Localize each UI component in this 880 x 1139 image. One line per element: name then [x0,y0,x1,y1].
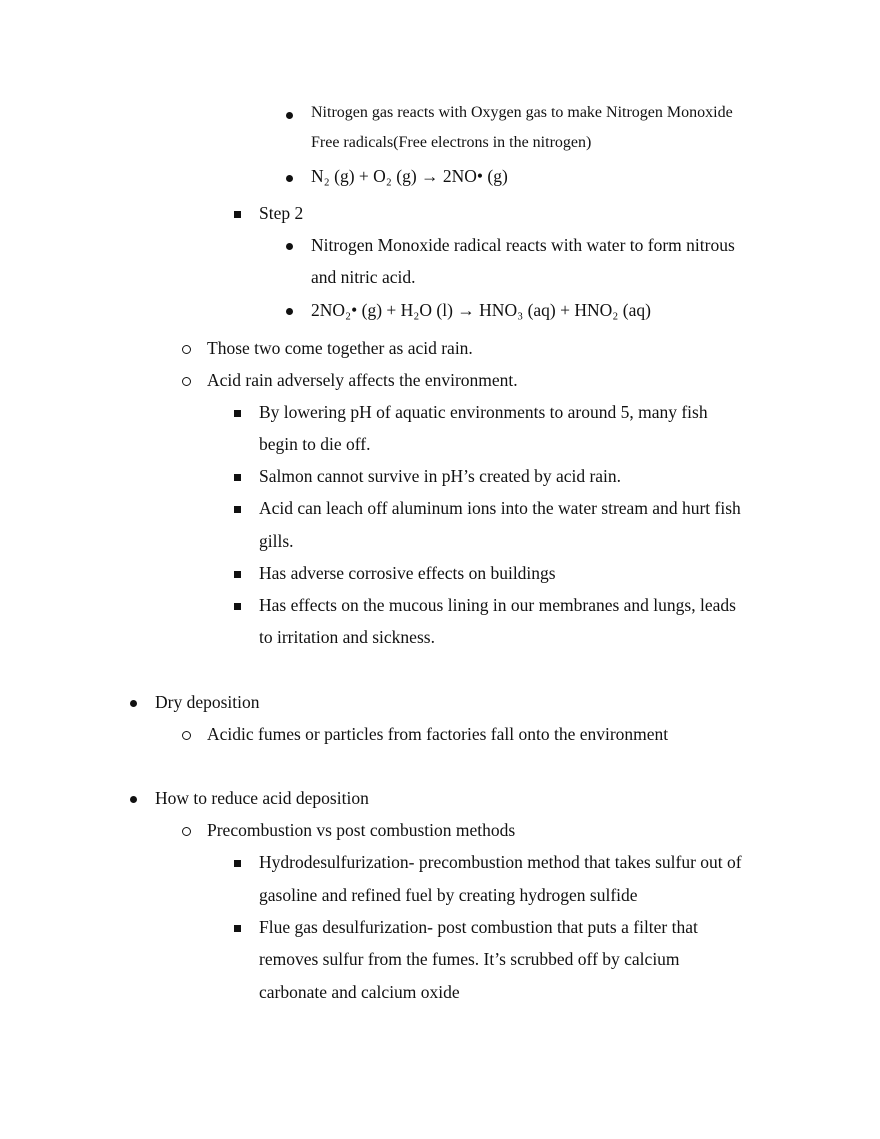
bullet-dot-icon [286,175,293,182]
list-item-text: Acidic fumes or particles from factories fall onto the environment [207,724,669,744]
list-item-text: Salmon cannot survive in pH’s created by acid rain. [259,466,622,486]
list-item-text: Step 2 [259,203,304,223]
bullet-dot-icon [286,243,293,250]
list-item-text: Nitrogen Monoxide radical reacts with water to form nitrous [311,235,735,255]
list-item-text: Has adverse corrosive effects on buildings [259,563,556,583]
list-item-text: Those two come together as acid rain. [207,338,473,358]
list-item-text: to irritation and sickness. [259,627,435,647]
list-item-text: Hydrodesulfurization- precombustion method that takes sulfur out of [259,852,742,872]
list-item-text: Precombustion vs post combustion methods [207,820,516,840]
bullet-square-icon [234,925,241,932]
bullet-square-icon [234,860,241,867]
list-item-text: removes sulfur from the fumes. It’s scrubbed off by calcium [259,949,680,969]
bullet-dot-icon [130,796,137,803]
list-item-text: and nitric acid. [311,267,416,287]
list-item-text: Dry deposition [155,692,260,712]
list-item-text: Flue gas desulfurization- post combustion that puts a filter that [259,917,698,937]
bullet-circle-icon [182,345,191,354]
bullet-circle-icon [182,827,191,836]
list-item-text: gills. [259,531,294,551]
list-item-text: begin to die off. [259,434,371,454]
bullet-dot-icon [286,308,293,315]
bullet-circle-icon [182,377,191,386]
list-item-text: Nitrogen gas reacts with Oxygen gas to make Nitrogen Monoxide [311,104,733,121]
list-item-text: 2NO₂• (g) + H₂O (l) → HNO₃ (aq) + HNO₂ (aq) [311,300,651,320]
bullet-circle-icon [182,731,191,740]
list-item-text: By lowering pH of aquatic environments to around 5, many fish [259,402,708,422]
bullet-square-icon [234,474,241,481]
bullet-square-icon [234,571,241,578]
bullet-dot-icon [130,700,137,707]
bullet-square-icon [234,211,241,218]
bullet-square-icon [234,506,241,513]
list-item-text: carbonate and calcium oxide [259,982,460,1002]
list-item-text: Has effects on the mucous lining in our membranes and lungs, leads [259,595,736,615]
bullet-dot-icon [286,112,293,119]
list-item-text: Acid can leach off aluminum ions into the water stream and hurt fish [259,498,741,518]
bullet-square-icon [234,410,241,417]
list-item-text: How to reduce acid deposition [155,788,369,808]
list-item-text: Free radicals(Free electrons in the nitrogen) [311,134,592,151]
list-item-text: gasoline and refined fuel by creating hydrogen sulfide [259,885,638,905]
list-item-text: N₂ (g) + O₂ (g) → 2NO• (g) [311,166,508,186]
bullet-square-icon [234,603,241,610]
list-item-text: Acid rain adversely affects the environment. [207,370,518,390]
